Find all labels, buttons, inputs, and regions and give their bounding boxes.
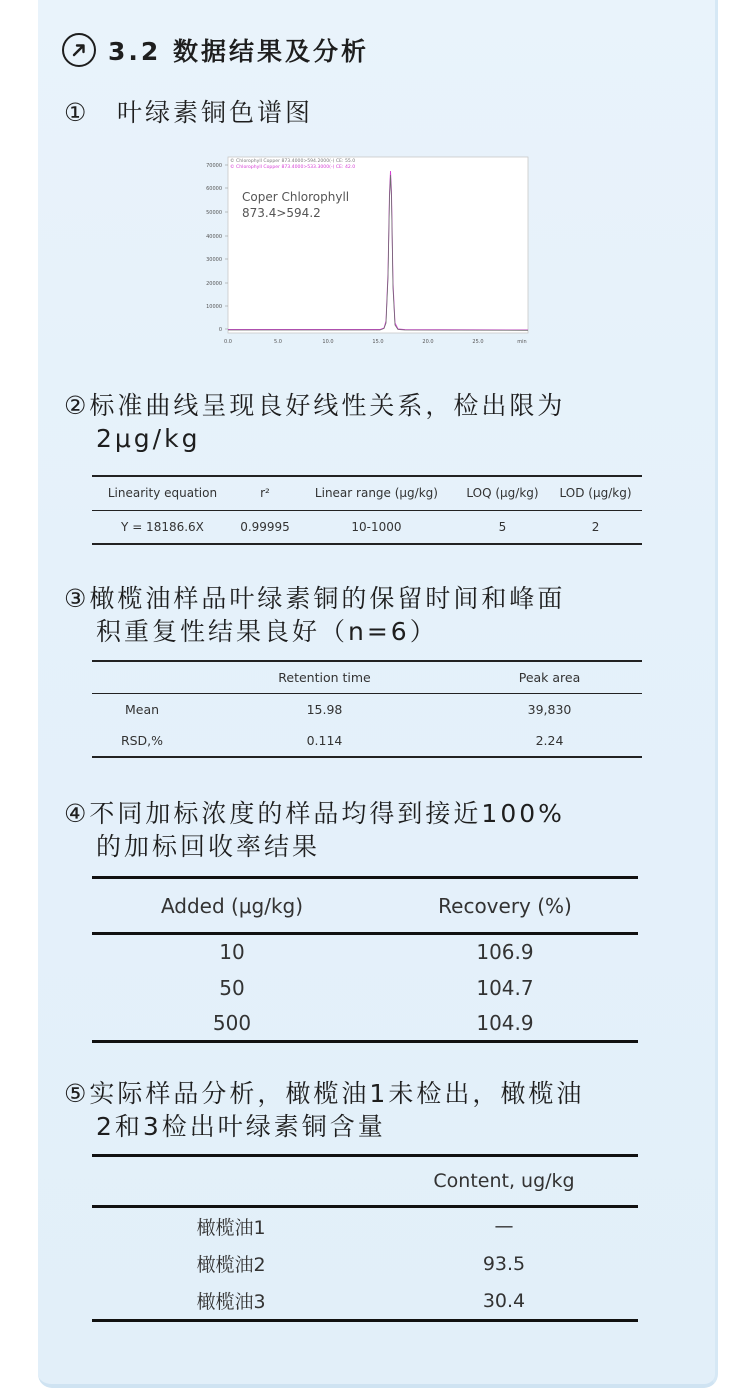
y-tick: 70000 [206,163,222,169]
item-3-line1: 橄榄油样品叶绿素铜的保留时间和峰面 [89,584,566,613]
table-cell: 104.7 [476,975,534,1000]
table-cell: 橄榄油2 [196,1254,266,1276]
peak-annotation-name: Coper Chlorophyll [242,190,350,204]
arrow-icon [62,33,96,67]
item-1-number: ① [64,98,90,127]
item-2-heading [64,389,664,455]
table-row [92,693,642,725]
legend-series-2: © Chlorophyll Copper 873.4000>533.3000(-) CE: 42.0 [230,165,356,170]
chromatogram-svg [200,153,532,353]
table-header-row [92,476,642,510]
y-tick: 30000 [206,257,222,263]
item-5-heading [64,1077,664,1143]
table-cell: 2 [591,519,600,534]
table-header-row [92,878,638,934]
item-4-number: ④ [64,799,90,828]
y-tick: 20000 [206,281,222,287]
table-row [92,1207,638,1245]
table-row [92,725,642,757]
table-header: Retention time [192,661,457,693]
recovery-table [92,876,638,1043]
item-5-number: ⑤ [64,1079,90,1108]
x-tick: 5.0 [274,339,282,345]
item-1-text: 叶绿素铜色谱图 [116,98,313,127]
table-header: Recovery (%) [372,878,638,934]
precision-table [92,660,642,758]
y-tick: 0 [218,327,222,333]
table-row [92,934,638,970]
table-cell: 93.5 [482,1252,526,1275]
table-cell: 500 [212,1010,252,1035]
y-tick: 10000 [206,304,222,310]
table-cell: 10 [219,940,245,965]
table-cell: 50 [219,975,245,1000]
x-tick: 25.0 [472,339,484,345]
table-cell: 橄榄油3 [196,1291,266,1314]
linearity-table [92,475,642,545]
x-tick: 20.0 [422,339,434,345]
table-header [92,1156,370,1207]
item-3-heading [64,582,664,648]
table-row [92,1245,638,1283]
table-row [92,970,638,1006]
peak-annotation-transition: 873.4>594.2 [242,206,321,220]
section-title: 3.2 数据结果及分析 [108,37,369,66]
table-cell: 2.24 [535,733,564,748]
content-table [92,1154,638,1322]
table-header: Linearity equation [92,476,233,510]
chromatogram [200,153,532,353]
item-3-number: ③ [64,584,90,613]
table-cell: 30.4 [482,1289,526,1312]
table-header: LOD (μg/kg) [549,476,642,510]
x-tick: 15.0 [372,339,384,345]
table-header: Linear range (μg/kg) [297,476,456,510]
item-2-line1: 标准曲线呈现良好线性关系，检出限为 [89,391,566,420]
legend-series-1: © Chlorophyll Copper 873.4000>594.2000(-) CE: 55.0 [230,159,356,164]
y-tick: 50000 [206,210,222,216]
x-unit: min [517,339,527,345]
section-header [62,32,369,68]
table-cell: 橄榄油1 [196,1216,266,1239]
table-header: Added (μg/kg) [92,878,372,934]
table-cell: 15.98 [306,701,343,717]
table-cell: Y = 18186.6X [121,519,204,534]
table-cell: 0.99995 [240,519,290,534]
item-3-line2: 积重复性结果良好（n=6） [96,617,438,646]
table-cell: Mean [124,701,160,717]
table-header [92,661,192,693]
table-cell: 5 [498,519,507,534]
item-2-number: ② [64,391,90,420]
table-cell: 39,830 [527,701,572,717]
table-cell: 0.114 [306,733,343,748]
x-tick: 10.0 [322,339,334,345]
item-4-line2: 的加标回收率结果 [96,832,321,861]
y-tick: 40000 [206,234,222,240]
table-header: r² [233,476,297,510]
item-4-heading [64,797,664,863]
item-2-line2: 2μg/kg [96,424,201,453]
y-tick: 60000 [206,186,222,192]
table-row [92,1283,638,1321]
table-header-row [92,661,642,693]
table-header: LOQ (μg/kg) [456,476,549,510]
table-row [92,1006,638,1042]
table-cell: 10-1000 [351,519,402,534]
table-cell: — [494,1215,514,1238]
table-header-row [92,1156,638,1207]
item-5-line2: 2和3检出叶绿素铜含量 [96,1112,386,1141]
table-header: Content, ug/kg [370,1156,638,1207]
item-5-line1: 实际样品分析，橄榄油1未检出，橄榄油 [89,1079,585,1108]
table-cell: 106.9 [476,940,534,965]
table-cell: RSD,% [120,733,164,748]
table-header: Peak area [457,661,642,693]
item-4-line1: 不同加标浓度的样品均得到接近100% [89,799,565,828]
table-cell: 104.9 [476,1010,534,1035]
table-row [92,510,642,544]
item-1-heading [64,96,313,130]
x-tick: 0.0 [224,339,232,345]
